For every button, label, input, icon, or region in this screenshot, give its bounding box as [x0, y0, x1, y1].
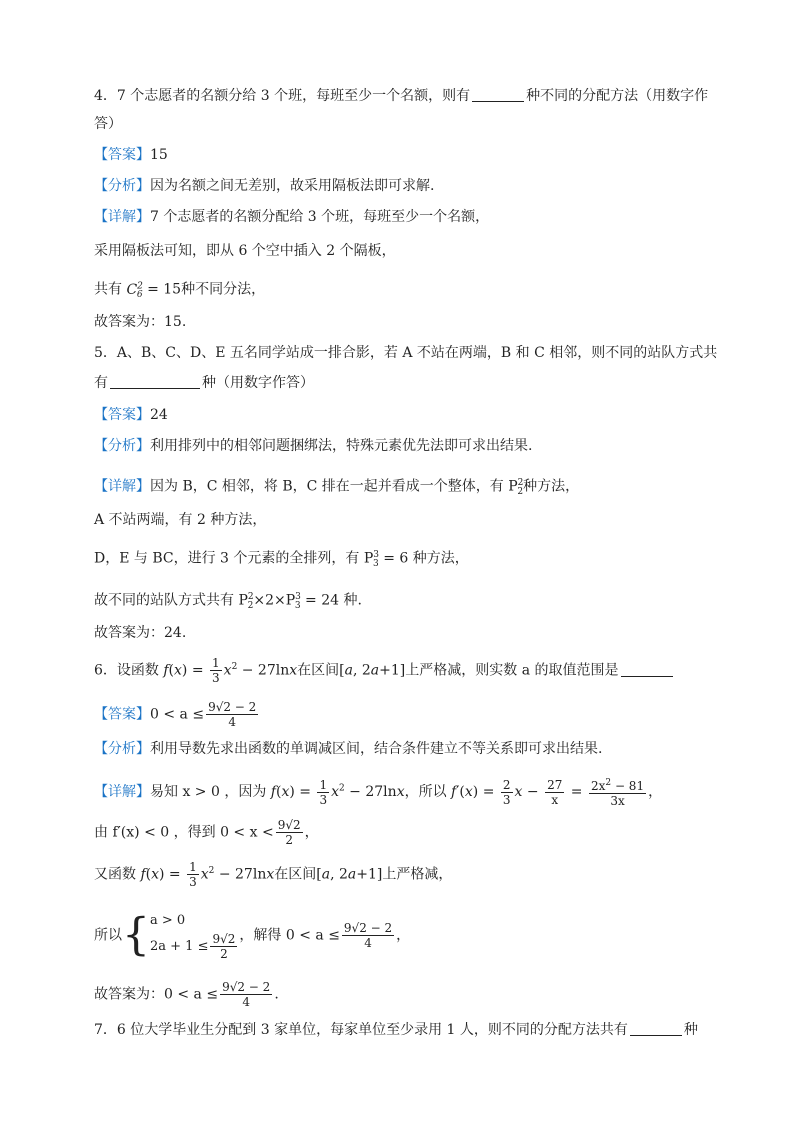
q6-detail-2: 由 f′(x) < 0 ，得到 0 < x < $\frac{9√2}{2}$ ，	[94, 818, 319, 847]
answer-blank	[621, 662, 673, 677]
q6-stem: 6．设函数 f(x) = $\frac{1}{3}$ $x^2 - 27\ln x$在区间[a, 2a+1]上严格减，则实数 a 的取值范围是	[94, 656, 675, 685]
q4-detail-1: 【详解】7 个志愿者的名额分配给 3 个班，每班至少一个名额，	[94, 209, 490, 225]
q6-final: 故答案为：0 < a ≤ $\frac{9√2 - 2}{4}$ .	[94, 980, 279, 1009]
q5-detail-4: 故不同的站队方式共有 $P^2_2\times 2\times P^3_3 = 24$ 种.	[94, 592, 362, 612]
q5-final: 故答案为：24.	[94, 625, 187, 641]
q6-detail-4: 所以{ a > 0 2a + 1 ≤ $\frac{9√2}{2}$ ，解得 0 < a ≤ $\frac{9√2 - 2}{4}$ ，	[94, 909, 411, 961]
q6-analysis: 【分析】利用导数先求出函数的单调减区间，结合条件建立不等关系即可求出结果.	[94, 741, 603, 757]
q4-answer: 【答案】15	[94, 147, 168, 163]
q4-stem: 4．7 个志愿者的名额分给 3 个班，每班至少一个名额，则有 种不同的分配方法（用数字作	[94, 88, 709, 104]
q4-stem-cont: 答）	[94, 116, 122, 132]
q5-stem-cont: 有 种（用数字作答）	[94, 375, 314, 391]
q4-final: 故答案为：15.	[94, 314, 187, 330]
q6-detail-3: 又函数 f(x) = $\frac{1}{3}$ $x^2 - 27\ln x$在区间[a, 2a+1]上严格减，	[94, 860, 453, 889]
q5-detail-1: 【详解】因为 B，C 相邻，将 B，C 排在一起并看成一个整体，有 $P^2_2$种方法，	[94, 478, 580, 498]
q4-detail-2: 采用隔板法可知，即从 6 个空中插入 2 个隔板，	[94, 243, 396, 259]
q5-answer: 【答案】24	[94, 407, 168, 423]
answer-blank	[472, 87, 524, 102]
q5-stem: 5．A、B、C、D、E 五名同学站成一排合影，若 A 不站在两端，B 和 C 相邻，则不同的站队方式共	[94, 345, 718, 361]
q4-detail-3: 共有 $C^2_6 = 15$种不同分法，	[94, 281, 266, 301]
q6-detail-1: 【详解】易知 x > 0 ，因为 f(x) = $\frac{1}{3}$ $x^2 - 27\ln x$，所以 f′(x) = $\frac{2}{3}$ x − $\frac{27}{x}$ = $\frac{2x^2 - 81}{3x}$ ，	[94, 777, 663, 808]
q5-detail-3: D，E 与 BC，进行 3 个元素的全排列，有 $P^3_3 = 6$ 种方法，	[94, 550, 469, 570]
q5-detail-2: A 不站两端，有 2 种方法，	[94, 512, 267, 528]
combination-symbol: $C^2_6$	[126, 281, 143, 301]
answer-blank	[110, 374, 200, 389]
q5-analysis: 【分析】利用排列中的相邻问题捆绑法，特殊元素优先法即可求出结果.	[94, 438, 533, 454]
q7-stem: 7．6 位大学毕业生分配到 3 家单位，每家单位至少录用 1 人，则不同的分配方法共有 种	[94, 1022, 698, 1038]
answer-blank	[630, 1021, 682, 1036]
q4-analysis: 【分析】因为名额之间无差别，故采用隔板法即可求解.	[94, 178, 435, 194]
q6-answer: 【答案】0 < a ≤ $\frac{9√2 - 2}{4}$	[94, 700, 257, 729]
